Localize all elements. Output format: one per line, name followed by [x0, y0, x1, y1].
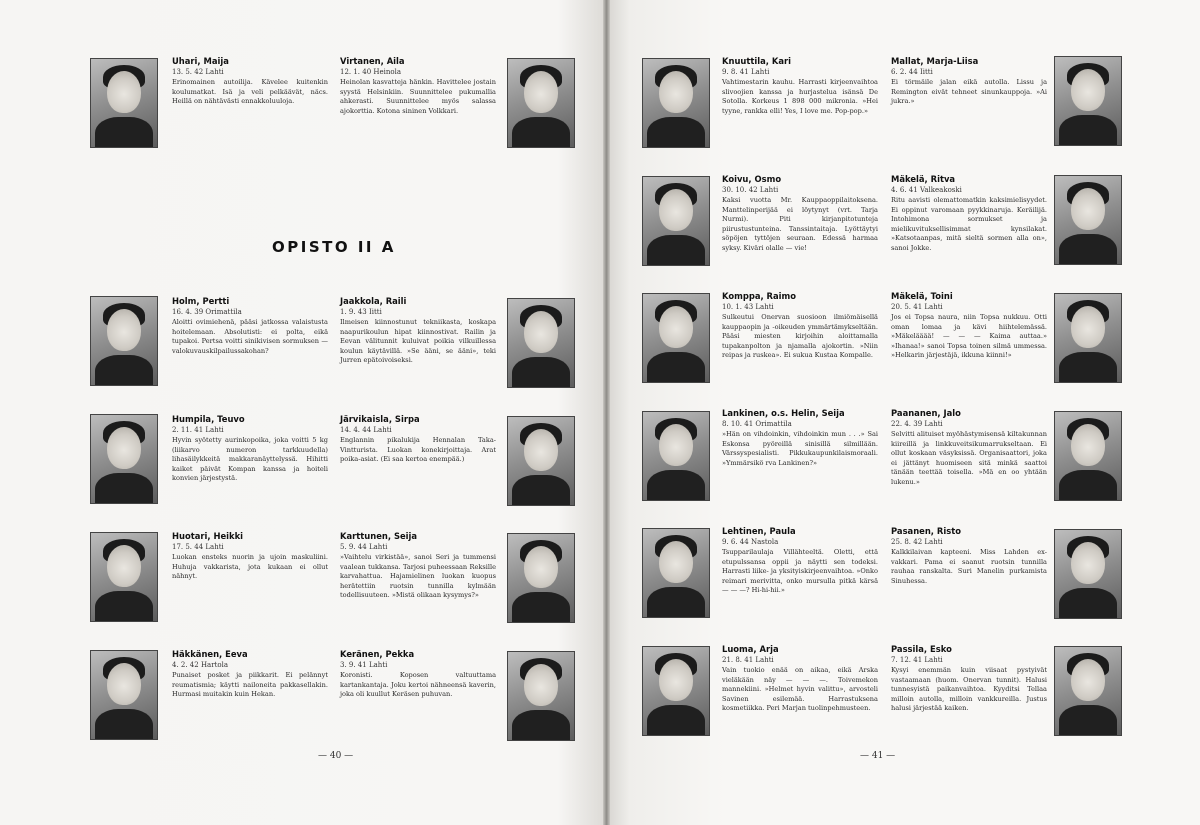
student-bio: Englannin pikalukija Hennalan Taka-Vintturista. Luokan konekirjoittaja. Arat poika-asiat. (Ei saa kertoa enempää.) — [340, 436, 496, 464]
student-birth-info: 16. 4. 39 Orimattila — [172, 308, 242, 316]
student-bio: Vahtimestarin kauhu. Harrasti kirjeenvaihtoa slivoojien kanssa ja hurjastelua isänsä De Sotolla. Korkeus 1 898 000 mikronia. »Hei tyyne, rankka elli! Yes, I love me. Pop-pop.» — [722, 78, 878, 115]
student-bio: Tsupparilaulaja Villähteeltä. Oletti, että etupulssansa oppii ja näytti sen todeksi. Harrasti liike- ja yksityiskirjeenvaihtoa. »Onko reimari merivitta, onko mursulla pitkä kärsä — — —? Hi-hi-hii.» — [722, 548, 878, 595]
student-name: Virtanen, Aila — [340, 56, 405, 66]
student-name: Paananen, Jalo — [891, 408, 961, 418]
student-birth-info: 22. 4. 39 Lahti — [891, 420, 943, 428]
student-bio: Selvitti alituiset myöhästymisensä kiltakunnan kiireillä ja linkkuveitsikumarrukseltaan. Ei ollut koskaan väsyksissä. Organisaattori, joka ei jättänyt huomiseen sitä minkä saattoi tänään teettää toisella. »Mä en oo yhtään lukenu.» — [891, 430, 1047, 486]
student-photo — [1054, 175, 1122, 265]
student-entry — [340, 296, 496, 366]
student-birth-info: 6. 2. 44 Iitti — [891, 68, 933, 76]
student-photo — [1054, 293, 1122, 383]
student-photo — [1054, 56, 1122, 146]
student-bio: Aloitti ovimiehenä, pääsi jatkossa valaistusta hoitelemaan. Absolutisti: ei polta, eikä tupakoi. Pertsa voitti sinikivisen sormuksen — valokuvauskilpailussakohan? — [172, 318, 328, 355]
student-name: Mallat, Marja-Liisa — [891, 56, 979, 66]
student-name: Häkkänen, Eeva — [172, 649, 248, 659]
student-birth-info: 13. 5. 42 Lahti — [172, 68, 224, 76]
student-birth-info: 3. 9. 41 Lahti — [340, 661, 388, 669]
student-birth-info: 10. 1. 43 Lahti — [722, 303, 774, 311]
student-name: Humpila, Teuvo — [172, 414, 245, 424]
student-entry — [891, 56, 1047, 107]
student-photo — [507, 416, 575, 506]
student-birth-info: 8. 10. 41 Orimattila — [722, 420, 792, 428]
student-entry — [891, 526, 1047, 586]
student-bio: Ilmeisen kiinnostunut tekniikasta, koskapa naapurikoulun hipat kiinnostivat. Railin ja Eevan välitunnit kuluivat poikia vilkuillessa koulun käytävillä. »Se ääni, se ääni», teki Jurren epätoivoiseksi. — [340, 318, 496, 365]
student-birth-info: 1. 9. 43 Iitti — [340, 308, 382, 316]
student-bio: »Vaihtelu virkistää», sanoi Seri ja tummensi vaalean tukkansa. Tarjosi puheessaan Reksille karvahattua. Hajamielinen luokan kuopus herätettiin ruotsin tunnilla kylmään todellisuuteen. »Mistä olikaan kysymys?» — [340, 553, 496, 600]
student-entry — [172, 531, 328, 582]
student-photo — [507, 533, 575, 623]
student-bio: Koronisti. Koposen valtuuttama kartankantaja. Joku kertoi nähneensä kaverin, joka oli kuullut Keräsen puhuvan. — [340, 671, 496, 699]
student-photo — [90, 650, 158, 740]
student-photo — [1054, 411, 1122, 501]
student-name: Koivu, Osmo — [722, 174, 782, 184]
student-bio: Jos ei Topsa naura, niin Topsa nukkuu. Otti oman lomaa ja kävi hiihtelemässä. »Mäkelääää! — — — Kaima auttaa.» »Ihanaa!» sanoi Topsa toinen silmä ummessa. »Helkarin järjestäjä, ikkuna kiinni!» — [891, 313, 1047, 360]
student-photo — [642, 293, 710, 383]
student-bio: Ei törmäile jalan eikä autolla. Lissu ja Remington eivät tehneet sinunkauppoja. »Ai jukra.» — [891, 78, 1047, 106]
student-bio: Sulkeutui Onervan suosioon ilmiömäisellä kauppaopin ja -oikeuden ymmärtämykseltään. Pääsi miesten kirjoihin aloittamalla tupakanpolton ja njamalla ajokortin. »Niin reipas ja ruskea». Ei sukua Kustaa Kompalle. — [722, 313, 878, 360]
student-entry — [891, 408, 1047, 488]
student-bio: Heinolan kasvatteja hänkin. Havittelee jostain syystä Helsinkiin. Suunnittelee pukumallia ahkerasti. Suunnittelee myös salassa ajokorttia. Kotona sininen Volkkari. — [340, 78, 496, 115]
student-photo — [1054, 646, 1122, 736]
student-entry — [172, 296, 328, 356]
student-bio: Luokan ensteks nuorin ja ujoin maskuliini. Huhuja vakkarista, jota kukaan ei ollut nähnyt. — [172, 553, 328, 581]
student-entry — [722, 291, 878, 361]
student-name: Passila, Esko — [891, 644, 952, 654]
student-birth-info: 5. 9. 44 Lahti — [340, 543, 388, 551]
student-entry — [891, 291, 1047, 361]
book-spine — [603, 0, 610, 825]
student-birth-info: 4. 6. 41 Valkeakoski — [891, 186, 962, 194]
student-birth-info: 9. 6. 44 Nastola — [722, 538, 779, 546]
student-name: Jaakkola, Raili — [340, 296, 407, 306]
student-birth-info: 17. 5. 44 Lahti — [172, 543, 224, 551]
student-birth-info: 4. 2. 42 Hartola — [172, 661, 229, 669]
student-photo — [642, 176, 710, 266]
student-entry — [340, 56, 496, 116]
student-photo — [90, 532, 158, 622]
student-entry — [172, 414, 328, 484]
student-name: Lankinen, o.s. Helin, Seija — [722, 408, 845, 418]
student-name: Mäkelä, Ritva — [891, 174, 956, 184]
student-name: Lehtinen, Paula — [722, 526, 796, 536]
student-bio: Kalkkilaivan kapteeni. Miss Lahden ex-vakkari. Pama ei saanut ruotsin tunnilla rauhaa ranskalta. Suri Manelin purkamista Sinuhessa. — [891, 548, 1047, 585]
student-entry — [340, 414, 496, 465]
student-photo — [90, 58, 158, 148]
student-entry — [172, 649, 328, 700]
student-photo — [90, 296, 158, 386]
student-birth-info: 30. 10. 42 Lahti — [722, 186, 779, 194]
page-number-right: — 41 — — [860, 751, 896, 761]
student-bio: »Hän on vihdoinkin, vihdoinkin mun . . .» Sai Eskonsa pyöreillä sinisillä silmillään. Värssyspesialisti. Pikkukaupunkilaismoraali. »Ymmärsikö rva Lankinen?» — [722, 430, 878, 467]
student-birth-info: 9. 8. 41 Lahti — [722, 68, 770, 76]
student-entry — [891, 644, 1047, 714]
student-photo — [507, 298, 575, 388]
student-name: Holm, Pertti — [172, 296, 230, 306]
student-photo — [642, 58, 710, 148]
student-entry — [340, 531, 496, 601]
student-birth-info: 14. 4. 44 Lahti — [340, 426, 392, 434]
student-name: Keränen, Pekka — [340, 649, 415, 659]
student-photo — [1054, 529, 1122, 619]
page-number-left: — 40 — — [318, 751, 354, 761]
student-photo — [507, 651, 575, 741]
student-entry — [722, 174, 878, 254]
student-entry — [722, 644, 878, 714]
student-bio: Ritu aavisti olemattomatkin kaksimielisyydet. Ei oppinut varomaan pyykkinaruja. Keräilijä. Intohimona sormukset ja mielikuvituksellisimmat kynsilakat. »Katsotaanpas, mitä sieltä sormen alla on», sanoi Jokke. — [891, 196, 1047, 252]
student-name: Luoma, Arja — [722, 644, 779, 654]
section-title: OPISTO II A — [272, 238, 396, 256]
student-entry — [722, 526, 878, 596]
student-entry — [172, 56, 328, 107]
student-birth-info: 2. 11. 41 Lahti — [172, 426, 224, 434]
student-bio: Kysyi enemmän kuin viisaat pystyivät vastaamaan (huom. Onervan tunnit). Halusi tunnesyistä paikanvaihtoa. Kyyditsi Tellaa milloin autolla, milloin vankkureilla. Justus halusi järjestää kaiken. — [891, 666, 1047, 713]
student-photo — [90, 414, 158, 504]
student-entry — [722, 56, 878, 116]
student-photo — [642, 528, 710, 618]
student-birth-info: 21. 8. 41 Lahti — [722, 656, 774, 664]
student-bio: Vain tuokio enää on aikaa, eikä Arska vieläkään näy — — —. Toivemekon mannekiini. »Helmet hyvin valittu», arvosteli Savinen esilemää. Harrastuksena kosmetiikka. Peri Marjan tuolinpehmusteen. — [722, 666, 878, 713]
student-birth-info: 25. 8. 42 Lahti — [891, 538, 943, 546]
student-name: Karttunen, Seija — [340, 531, 418, 541]
student-name: Uhari, Maija — [172, 56, 229, 66]
student-birth-info: 12. 1. 40 Heinola — [340, 68, 402, 76]
student-entry — [722, 408, 878, 468]
student-photo — [642, 411, 710, 501]
student-bio: Erinomainen autoilija. Kävelee kuitenkin koulumatkat. Isä ja veli pelkäävät, näcs. Heillä on nähtävästi ennakkoluuloja. — [172, 78, 328, 106]
student-bio: Hyvin syötetty aurinkopoika, joka voitti 5 kg (liikarvo numeron tarkkuudella) lihasäilykkeitä makkaranäyttelyssä. Hihitti kaiket päivät Kompan kanssa ja hoiteli konvien järjestystä. — [172, 436, 328, 483]
student-birth-info: 20. 5. 41 Lahti — [891, 303, 943, 311]
student-birth-info: 7. 12. 41 Lahti — [891, 656, 943, 664]
student-entry — [891, 174, 1047, 254]
student-photo — [642, 646, 710, 736]
student-name: Järvikaisla, Sirpa — [340, 414, 420, 424]
student-name: Pasanen, Risto — [891, 526, 961, 536]
student-name: Mäkelä, Toini — [891, 291, 953, 301]
student-name: Komppa, Raimo — [722, 291, 797, 301]
student-entry — [340, 649, 496, 700]
student-name: Huotari, Heikki — [172, 531, 244, 541]
student-bio: Punaiset posket ja piikkarit. Ei pelännyt reumatismia; käytti nailoneita pakkasellakin. Hurmasi muitakin kuin Hekan. — [172, 671, 328, 699]
student-name: Knuuttila, Kari — [722, 56, 792, 66]
student-photo — [507, 58, 575, 148]
student-bio: Kaksi vuotta Mr. Kauppaoppilaitoksena. Manttelinperijää ei löytynyt (vrt. Tarja Nurmi). Piti kirjanpitotunteja piirustustunteina. Tanssintaitaja. Lyöttäytyi söpöjen tyttöjen seuraan. Edessä harmaa syksy. Kiväri olalle — vie! — [722, 196, 878, 252]
